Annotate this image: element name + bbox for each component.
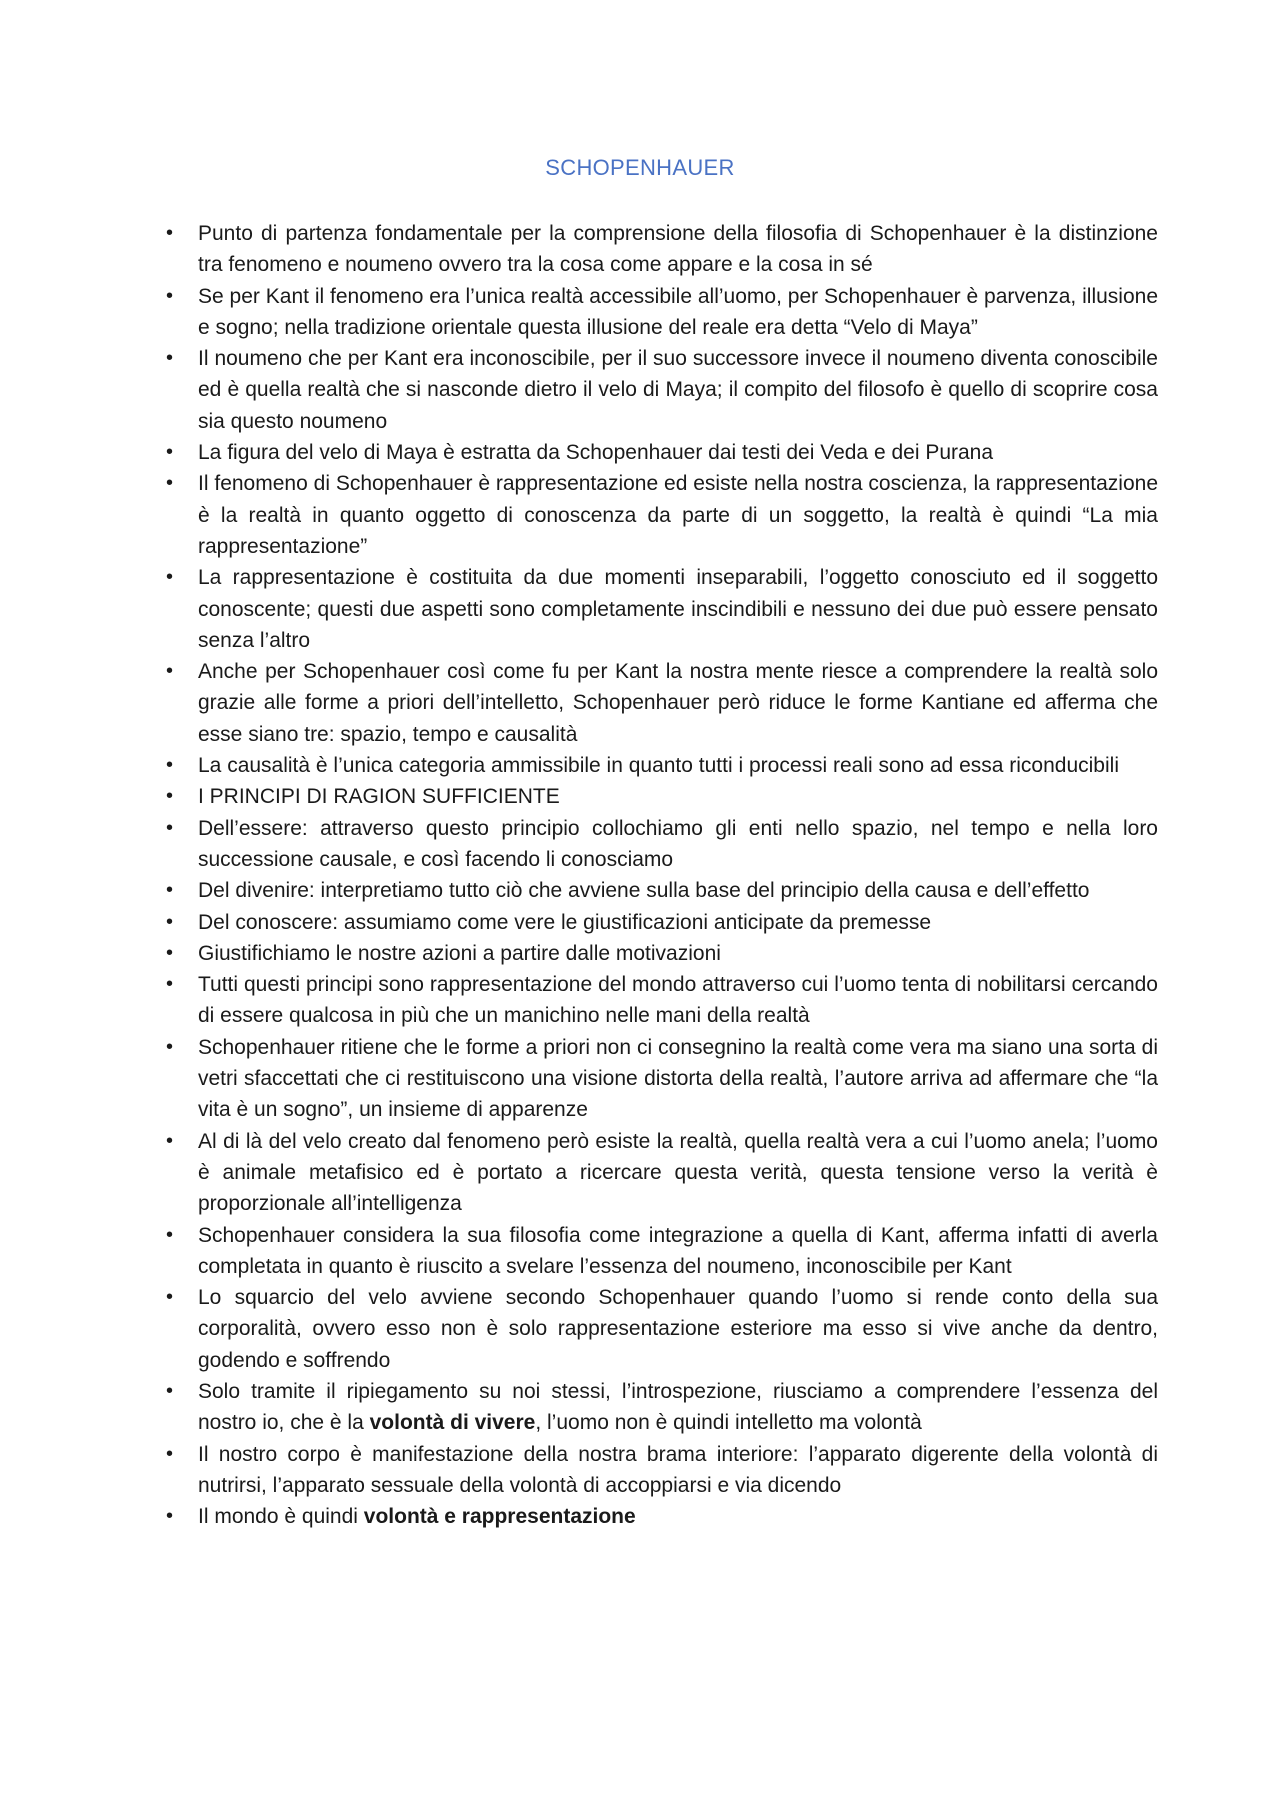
list-item	[168, 562, 1158, 656]
bullet-list	[168, 218, 1158, 1532]
list-item-text: Giustifichiamo le nostre azioni a partire dalle motivazioni	[198, 941, 721, 965]
bullet-icon: •	[166, 1379, 174, 1402]
list-item	[168, 875, 1158, 906]
list-item-text-part: , l’uomo non è quindi intelletto ma volontà	[535, 1411, 922, 1435]
list-item-text-part: Solo tramite il ripiegamento su noi stessi, l’introspezione, riusciamo a comprendere l’essenza del nostro io, che è la	[198, 1379, 1158, 1435]
list-item	[168, 750, 1158, 781]
list-item	[168, 218, 1158, 281]
list-item	[168, 343, 1158, 437]
bullet-icon: •	[166, 1286, 174, 1309]
bullet-icon: •	[166, 1035, 174, 1058]
list-item	[168, 813, 1158, 876]
list-item	[168, 1376, 1158, 1439]
list-item-text: Il fenomeno di Schopenhauer è rappresentazione ed esiste nella nostra coscienza, la rappresentazione è la realtà in quanto oggetto di conoscenza da parte di un soggetto, la realtà è quindi “La mia rappresentazione”	[198, 472, 1158, 558]
bullet-icon: •	[166, 441, 174, 464]
bold-term-volonta-di-vivere: volontà di vivere	[369, 1411, 536, 1435]
section-heading-principi: I PRINCIPI DI RAGION SUFFICIENTE	[198, 785, 560, 809]
list-item	[168, 1032, 1158, 1126]
list-item-text	[198, 1380, 1158, 1434]
list-item-text: Punto di partenza fondamentale per la comprensione della filosofia di Schopenhauer è la distinzione tra fenomeno e noumeno ovvero tra la cosa come appare e la cosa in sé	[198, 222, 1158, 277]
list-item	[168, 281, 1158, 344]
bullet-icon: •	[166, 785, 174, 808]
bullet-icon: •	[166, 879, 174, 902]
list-item-text: Del divenire: interpretiamo tutto ciò che avviene sulla base del principio della causa e dell’effetto	[198, 879, 1090, 903]
list-item-text: Il nostro corpo è manifestazione della nostra brama interiore: l’apparato digerente della volontà di nutrirsi, l’apparato sessuale della volontà di accoppiarsi e via dicendo	[198, 1442, 1158, 1497]
list-item-text-part: Il mondo è quindi	[198, 1505, 364, 1529]
list-item-text: Del conoscere: assumiamo come vere le giustificazioni anticipate da premesse	[198, 910, 932, 934]
bullet-icon: •	[166, 472, 174, 495]
list-item-text: La figura del velo di Maya è estratta da Schopenhauer dai testi dei Veda e dei Purana	[198, 441, 994, 465]
bullet-icon: •	[166, 816, 174, 839]
list-item	[168, 1501, 1158, 1532]
bullet-icon: •	[166, 1129, 174, 1152]
bullet-icon: •	[166, 941, 174, 964]
bullet-icon: •	[166, 284, 174, 307]
list-item	[168, 437, 1158, 468]
bullet-icon: •	[166, 1505, 174, 1528]
list-item	[168, 1126, 1158, 1220]
list-item-text: Anche per Schopenhauer così come fu per Kant la nostra mente riesce a comprendere la realtà solo grazie alle forme a priori dell’intelletto, Schopenhauer però riduce le forme Kantiane ed afferma che esse siano tre: spazio, tempo e causalità	[198, 660, 1158, 746]
list-item	[168, 656, 1158, 750]
list-item-text: La causalità è l’unica categoria ammissibile in quanto tutti i processi reali sono ad essa riconducibili	[198, 754, 1119, 778]
list-item-text: Lo squarcio del velo avviene secondo Schopenhauer quando l’uomo si rende conto della sua corporalità, ovvero esso non è solo rappresentazione esteriore ma esso si vive anche da dentro, godendo e soffrendo	[198, 1286, 1158, 1372]
list-item-text: Al di là del velo creato dal fenomeno però esiste la realtà, quella realtà vera a cui l’uomo anela; l’uomo è animale metafisico ed è portato a ricercare questa verità, questa tensione verso la verità è proporzionale all’intelligenza	[198, 1129, 1158, 1216]
list-item	[168, 938, 1158, 969]
list-item-text: Il noumeno che per Kant era inconoscibile, per il suo successore invece il noumeno diventa conoscibile ed è quella realtà che si nasconde dietro il velo di Maya; il compito del filosofo è quello di scoprire cosa sia questo noumeno	[198, 347, 1158, 433]
bold-term-volonta-e-rappresentazione: volontà e rappresentazione	[363, 1505, 636, 1529]
list-item	[168, 907, 1158, 938]
bullet-icon: •	[166, 1223, 174, 1246]
bullet-icon: •	[166, 973, 174, 996]
bullet-icon: •	[166, 910, 174, 933]
bullet-icon: •	[166, 566, 174, 589]
list-item-text: Tutti questi principi sono rappresentazione del mondo attraverso cui l’uomo tenta di nobilitarsi cercando di essere qualcosa in più che un manichino nelle mani della realtà	[198, 973, 1158, 1028]
list-item-text: Schopenhauer considera la sua filosofia come integrazione a quella di Kant, afferma infatti di averla completata in quanto è riuscito a svelare l’essenza del noumeno, inconoscibile per Kant	[198, 1223, 1158, 1278]
list-item	[168, 468, 1158, 562]
bullet-icon: •	[166, 754, 174, 777]
list-item	[168, 781, 1158, 812]
list-item-text: La rappresentazione è costituita da due momenti inseparabili, l’oggetto conosciuto ed il soggetto conoscente; questi due aspetti sono completamente inscindibili e nessuno dei due può essere pensato senza l’altro	[198, 566, 1158, 652]
list-item-text	[198, 1505, 636, 1528]
page-title: SCHOPENHAUER	[545, 155, 735, 180]
list-item-text: Schopenhauer ritiene che le forme a priori non ci consegnino la realtà come vera ma siano una sorta di vetri sfaccettati che ci restituiscono una visione distorta della realtà, l’autore arriva ad affermare che “la vita è un sogno”, un insieme di apparenze	[198, 1035, 1158, 1122]
list-item	[168, 1439, 1158, 1502]
list-item	[168, 969, 1158, 1032]
list-item	[168, 1282, 1158, 1376]
list-item-text: Se per Kant il fenomeno era l’unica realtà accessibile all’uomo, per Schopenhauer è parvenza, illusione e sogno; nella tradizione orientale questa illusione del reale era detta “Velo di Maya”	[198, 284, 1158, 339]
list-item-text: Dell’essere: attraverso questo principio collochiamo gli enti nello spazio, nel tempo e nella loro successione causale, e così facendo li conosciamo	[198, 816, 1158, 871]
list-item	[168, 1220, 1158, 1283]
bullet-icon: •	[166, 1442, 174, 1465]
bullet-icon: •	[166, 660, 174, 683]
bullet-icon: •	[166, 222, 174, 244]
bullet-icon: •	[166, 347, 174, 370]
